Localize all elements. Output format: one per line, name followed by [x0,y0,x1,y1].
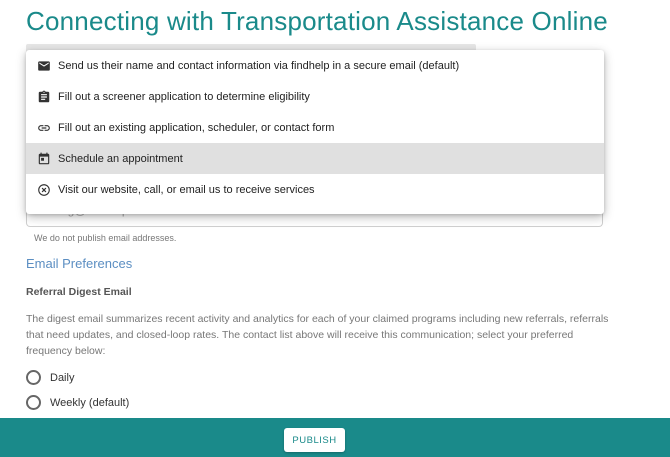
referral-digest-subheading: Referral Digest Email [26,286,132,298]
radio-button[interactable] [26,395,41,410]
menu-item-screener[interactable] [26,81,604,112]
menu-item-schedule-appointment[interactable] [26,143,604,174]
radio-weekly[interactable] [26,395,129,410]
menu-item-label: Send us their name and contact information via findhelp in a secure email (default) [58,59,460,72]
menu-item-label: Visit our website, call, or email us to receive services [58,183,315,196]
clipboard-icon [37,90,51,104]
menu-item-existing-form[interactable] [26,112,604,143]
digest-description: The digest email summarizes recent activity and analytics for each of your claimed programs including new referrals, referrals that need updates, and closed-loop rates. The contact list above will receive this communication; select your preferred frequency below: [26,313,609,357]
close-circle-icon [37,183,51,197]
publish-button[interactable]: PUBLISH [284,428,345,452]
menu-item-label: Schedule an appointment [58,152,183,165]
menu-item-label: Fill out an existing application, scheduler, or contact form [58,121,335,134]
contact-method-menu [26,50,604,214]
radio-daily[interactable] [26,370,74,385]
radio-label-daily: Daily [50,371,75,384]
link-icon [37,121,51,135]
radio-button[interactable] [26,370,41,385]
envelope-icon [37,59,51,73]
calendar-icon [37,152,51,166]
page-title: Connecting with Transportation Assistance Online [26,6,608,36]
menu-item-label: Fill out a screener application to determine eligibility [58,90,310,103]
menu-item-secure-email[interactable] [26,50,604,81]
email-helper-text: We do not publish email addresses. [34,233,177,243]
menu-item-visit-website[interactable] [26,174,604,205]
radio-label-weekly: Weekly (default) [50,396,130,409]
email-preferences-heading: Email Preferences [26,256,133,271]
